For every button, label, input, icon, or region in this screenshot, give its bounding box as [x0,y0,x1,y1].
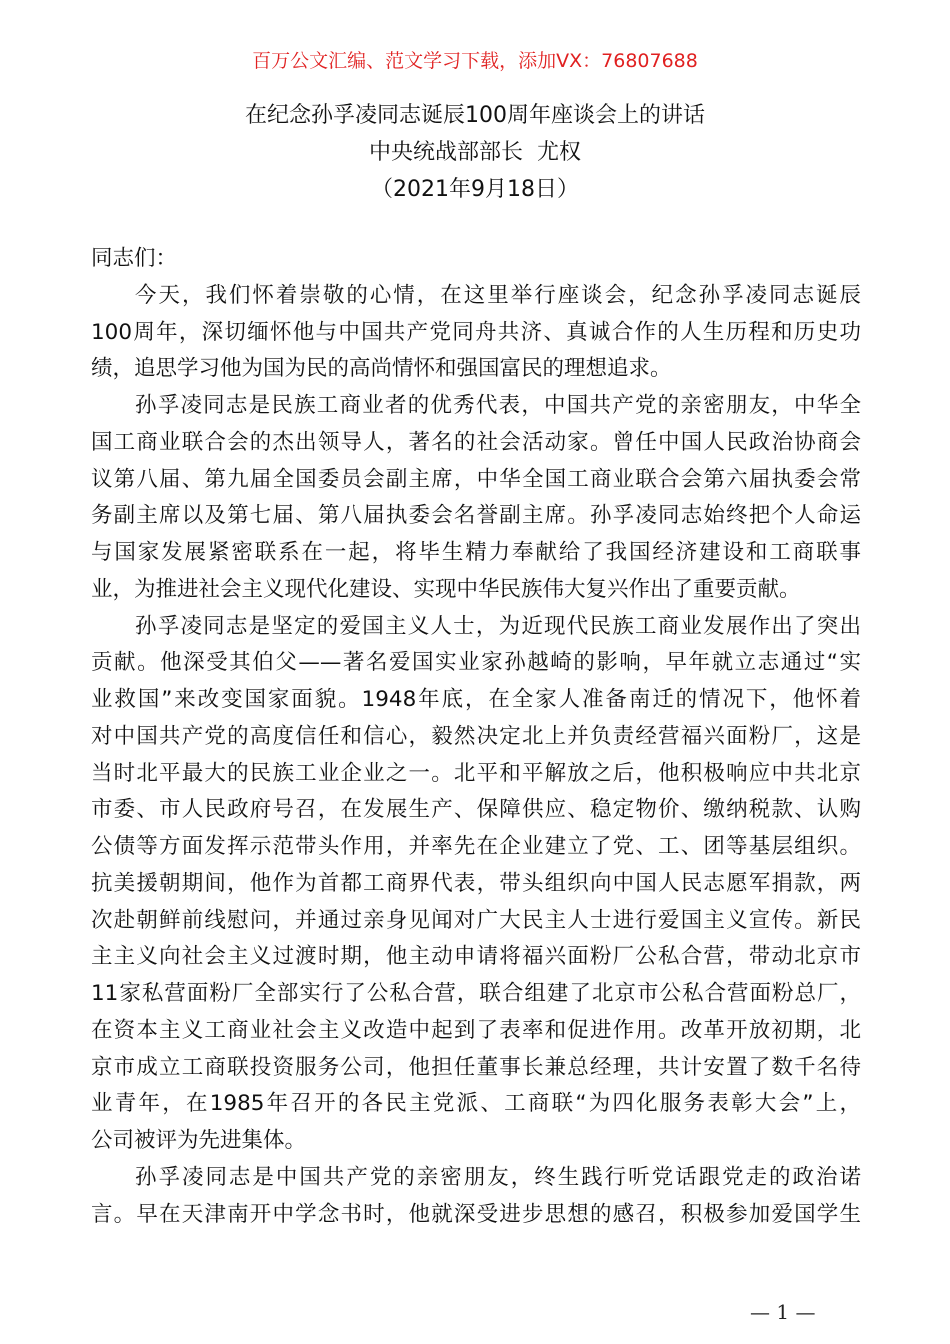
document-body [91,241,861,1233]
body-text-line: 100周年，深切缅怀他与中国共产党同舟共济、真诚合作的人生历程和历史功 [91,319,861,345]
body-text-line: 孙孚凌同志是中国共产党的亲密朋友，终生践行听党话跟党走的政治诺 [135,1164,861,1190]
body-text-line: 言。早在天津南开中学念书时，他就深受进步思想的感召，积极参加爱国学生 [91,1201,861,1227]
body-text-line: 对中国共产党的高度信任和信心，毅然决定北上并负责经营福兴面粉厂，这是 [91,723,861,749]
body-text-line: 议第八届、第九届全国委员会副主席，中华全国工商业联合会第六届执委会常 [91,466,861,492]
body-text-line: 业救国”来改变国家面貌。1948年底，在全家人准备南迁的情况下，他怀着 [91,687,861,712]
body-text-line: 市委、市人民政府号召，在发展生产、保障供应、稳定物价、缴纳税款、认购 [91,797,861,823]
watermark-banner: 百万公文汇编、范文学习下载，添加VX：76807688 [252,50,698,72]
body-text-line: 公司被评为先进集体。 [91,1128,307,1153]
body-text-line: 与国家发展紧密联系在一起，将毕生精力奉献给了我国经济建设和工商联事 [91,540,861,565]
body-text-line: 主主义向社会主义过渡时期，他主动申请将福兴面粉厂公私合营，带动北京市 [91,944,861,970]
body-text-line: 业青年，在1985年召开的各民主党派、工商联“为四化服务表彰大会”上， [91,1091,861,1117]
body-text-line: 11家私营面粉厂全部实行了公私合营，联合组建了北京市公私合营面粉总厂， [91,981,861,1006]
date-line: （2021年9月18日） [371,177,579,202]
body-text-line: 孙孚凌同志是坚定的爱国主义人士，为近现代民族工商业发展作出了突出 [135,613,861,639]
body-text-line: 务副主席以及第七届、第八届执委会名誉副主席。孙孚凌同志始终把个人命运 [91,503,861,529]
body-text-line: 公债等方面发挥示范带头作用，并率先在企业建立了党、工、团等基层组织。 [91,834,861,859]
page-number: — 1 — [750,1300,816,1324]
body-text-line: 次赴朝鲜前线慰问，并通过亲身见闻对广大民主人士进行爱国主义宣传。新民 [91,907,861,933]
body-text-line: 同志们： [91,246,178,271]
body-text-line: 孙孚凌同志是民族工商业者的优秀代表，中国共产党的亲密朋友，中华全 [135,393,861,418]
body-text-line: 当时北平最大的民族工业企业之一。北平和平解放之后，他积极响应中共北京 [91,760,861,786]
body-text-line: 在资本主义工商业社会主义改造中起到了表率和促进作用。改革开放初期，北 [91,1017,861,1043]
body-text-line: 京市成立工商联投资服务公司，他担任董事长兼总经理，共计安置了数千名待 [91,1054,861,1080]
body-text-line: 业，为推进社会主义现代化建设、实现中华民族伟大复兴作出了重要贡献。 [91,576,801,602]
document-title: 在纪念孙孚凌同志诞辰100周年座谈会上的讲话 [245,103,705,128]
body-text-line: 今天，我们怀着崇敬的心情，在这里举行座谈会，纪念孙孚凌同志诞辰 [135,282,861,308]
body-text-line: 抗美援朝期间，他作为首都工商界代表，带头组织向中国人民志愿军捐款，两 [91,870,861,896]
body-text-line: 贡献。他深受其伯父——著名爱国实业家孙越崎的影响，早年就立志通过“实 [91,650,861,676]
body-text-line: 绩，追思学习他为国为民的高尚情怀和强国富民的理想追求。 [91,356,672,382]
author-line: 中央统战部部长 尤权 [369,140,581,165]
body-text-line: 国工商业联合会的杰出领导人，著名的社会活动家。曾任中国人民政治协商会 [91,429,861,455]
